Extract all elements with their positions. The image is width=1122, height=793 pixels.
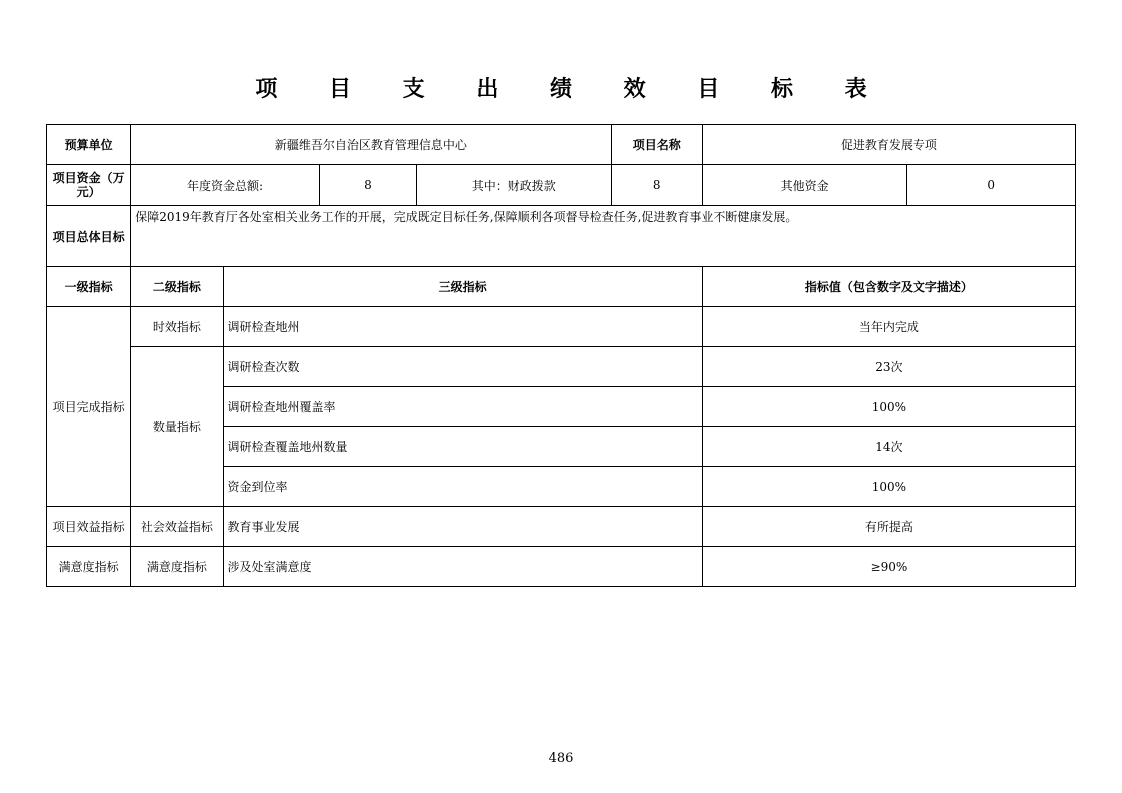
annual-total-value: 8 [319,165,416,206]
funds-row [47,165,1076,206]
satisfaction-group-cell: 满意度指标 [47,547,131,587]
value-header: 指标值（包含数字及文字描述） [702,267,1075,307]
page-title: 项 目 支 出 绩 效 目 标 表 [255,77,889,102]
satisfaction-sub-cell: 满意度指标 [131,547,223,587]
indicator-value-cell: ≥90% [702,547,1075,587]
indicator-cell: 调研检查地州 [223,307,702,347]
table-row [47,307,1076,347]
column-header-row [47,267,1076,307]
indicator-value-cell: 100% [702,387,1075,427]
level3-header: 三级指标 [223,267,702,307]
performance-table [46,124,1076,587]
social-benefit-cell: 社会效益指标 [131,507,223,547]
indicator-value-cell: 有所提高 [702,507,1075,547]
indicator-value-cell: 100% [702,467,1075,507]
budget-unit-label: 预算单位 [47,125,131,165]
indicator-cell: 资金到位率 [223,467,702,507]
overall-goal-text: 保障2019年教育厅各处室相关业务工作的开展，完成既定目标任务,保障顺利各项督导检查任务,促进教育事业不断健康发展。 [131,206,1076,267]
indicator-value-cell: 当年内完成 [702,307,1075,347]
annual-total-label: 年度资金总额: [131,165,320,206]
fiscal-funds-value: 8 [611,165,702,206]
fiscal-funds-label: 其中：财政拨款 [417,165,612,206]
table-row [47,507,1076,547]
indicator-value-cell: 14次 [702,427,1075,467]
overall-goal-row [47,206,1076,267]
level1-header: 一级指标 [47,267,131,307]
budget-unit-value: 新疆维吾尔自治区教育管理信息中心 [131,125,611,165]
funds-label: 项目资金（万元） [47,165,131,206]
project-name-value: 促进教育发展专项 [702,125,1075,165]
indicator-cell: 调研检查覆盖地州数量 [223,427,702,467]
timeliness-cell: 时效指标 [131,307,223,347]
benefit-group-cell: 项目效益指标 [47,507,131,547]
quantity-cell: 数量指标 [131,347,223,507]
other-funds-label: 其他资金 [702,165,907,206]
table-row [47,347,1076,387]
level2-header: 二级指标 [131,267,223,307]
table-row [47,547,1076,587]
indicator-value-cell: 23次 [702,347,1075,387]
indicator-cell: 教育事业发展 [223,507,702,547]
project-name-label: 项目名称 [611,125,702,165]
indicator-cell: 涉及处室满意度 [223,547,702,587]
budget-unit-row [47,125,1076,165]
page-number: 486 [548,751,574,766]
indicator-cell: 调研检查地州覆盖率 [223,387,702,427]
completion-group-cell: 项目完成指标 [47,307,131,507]
other-funds-value: 0 [907,165,1076,206]
indicator-cell: 调研检查次数 [223,347,702,387]
overall-goal-label: 项目总体目标 [47,206,131,267]
